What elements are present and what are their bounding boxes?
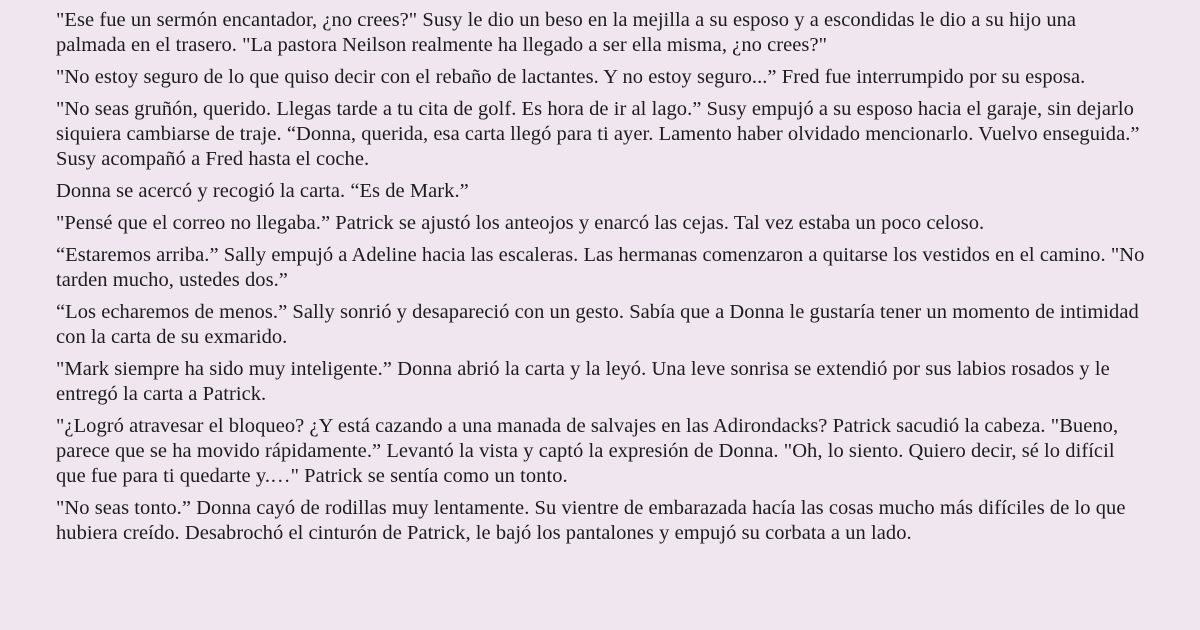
paragraph: Donna se acercó y recogió la carta. “Es de Mark.” (56, 180, 469, 202)
paragraph: “Estaremos arriba.” Sally empujó a Adeline hacia las escaleras. Las hermanas comenzaron a quitarse los vestidos en el camino. "No tarden mucho, ustedes dos.” (56, 244, 1145, 291)
paragraph: "Ese fue un sermón encantador, ¿no crees?" Susy le dio un beso en la mejilla a su esposo y a escondidas le dio a su hijo una palmada en el trasero. "La pastora Neilson realmente ha llegado a ser ella misma, ¿no crees?" (56, 9, 1077, 56)
paragraph: “Los echaremos de menos.” Sally sonrió y desapareció con un gesto. Sabía que a Donna le gustaría tener un momento de intimidad con la carta de su exmarido. (56, 301, 1139, 348)
paragraph: "No seas tonto.” Donna cayó de rodillas muy lentamente. Su vientre de embarazada hacía las cosas mucho más difíciles de lo que hubiera creído. Desabrochó el cinturón de Patrick, le bajó los pantalones y empujó su corbata a un lado. (56, 497, 1126, 544)
paragraph: "Pensé que el correo no llegaba.” Patrick se ajustó los anteojos y enarcó las cejas. Tal vez estaba un poco celoso. (56, 212, 985, 234)
paragraph: "Mark siempre ha sido muy inteligente.” Donna abrió la carta y la leyó. Una leve sonrisa se extendió por sus labios rosados y le entregó la carta a Patrick. (56, 358, 1110, 405)
paragraph: "No seas gruñón, querido. Llegas tarde a tu cita de golf. Es hora de ir al lago.” Susy empujó a su esposo hacia el garaje, sin dejarlo siquiera cambiarse de traje. “Donna, querida, esa carta llegó para ti ayer. Lamento haber olvidado mencionarlo. Vuelvo enseguida.” Susy acompañó a Fred hasta el coche. (56, 98, 1140, 170)
paragraph: "No estoy seguro de lo que quiso decir con el rebaño de lactantes. Y no estoy seguro...” Fred fue interrumpido por su esposa. (56, 66, 1086, 88)
paragraph: "¿Logró atravesar el bloqueo? ¿Y está cazando a una manada de salvajes en las Adirondacks? Patrick sacudió la cabeza. "Bueno, parece que se ha movido rápidamente.” Levantó la vista y captó la expresión de Donna. "Oh, lo siento. Quiero decir, sé lo difícil que fue para ti quedarte y.…" Patrick se sentía como un tonto. (56, 415, 1119, 487)
text-body (56, 8, 1146, 553)
